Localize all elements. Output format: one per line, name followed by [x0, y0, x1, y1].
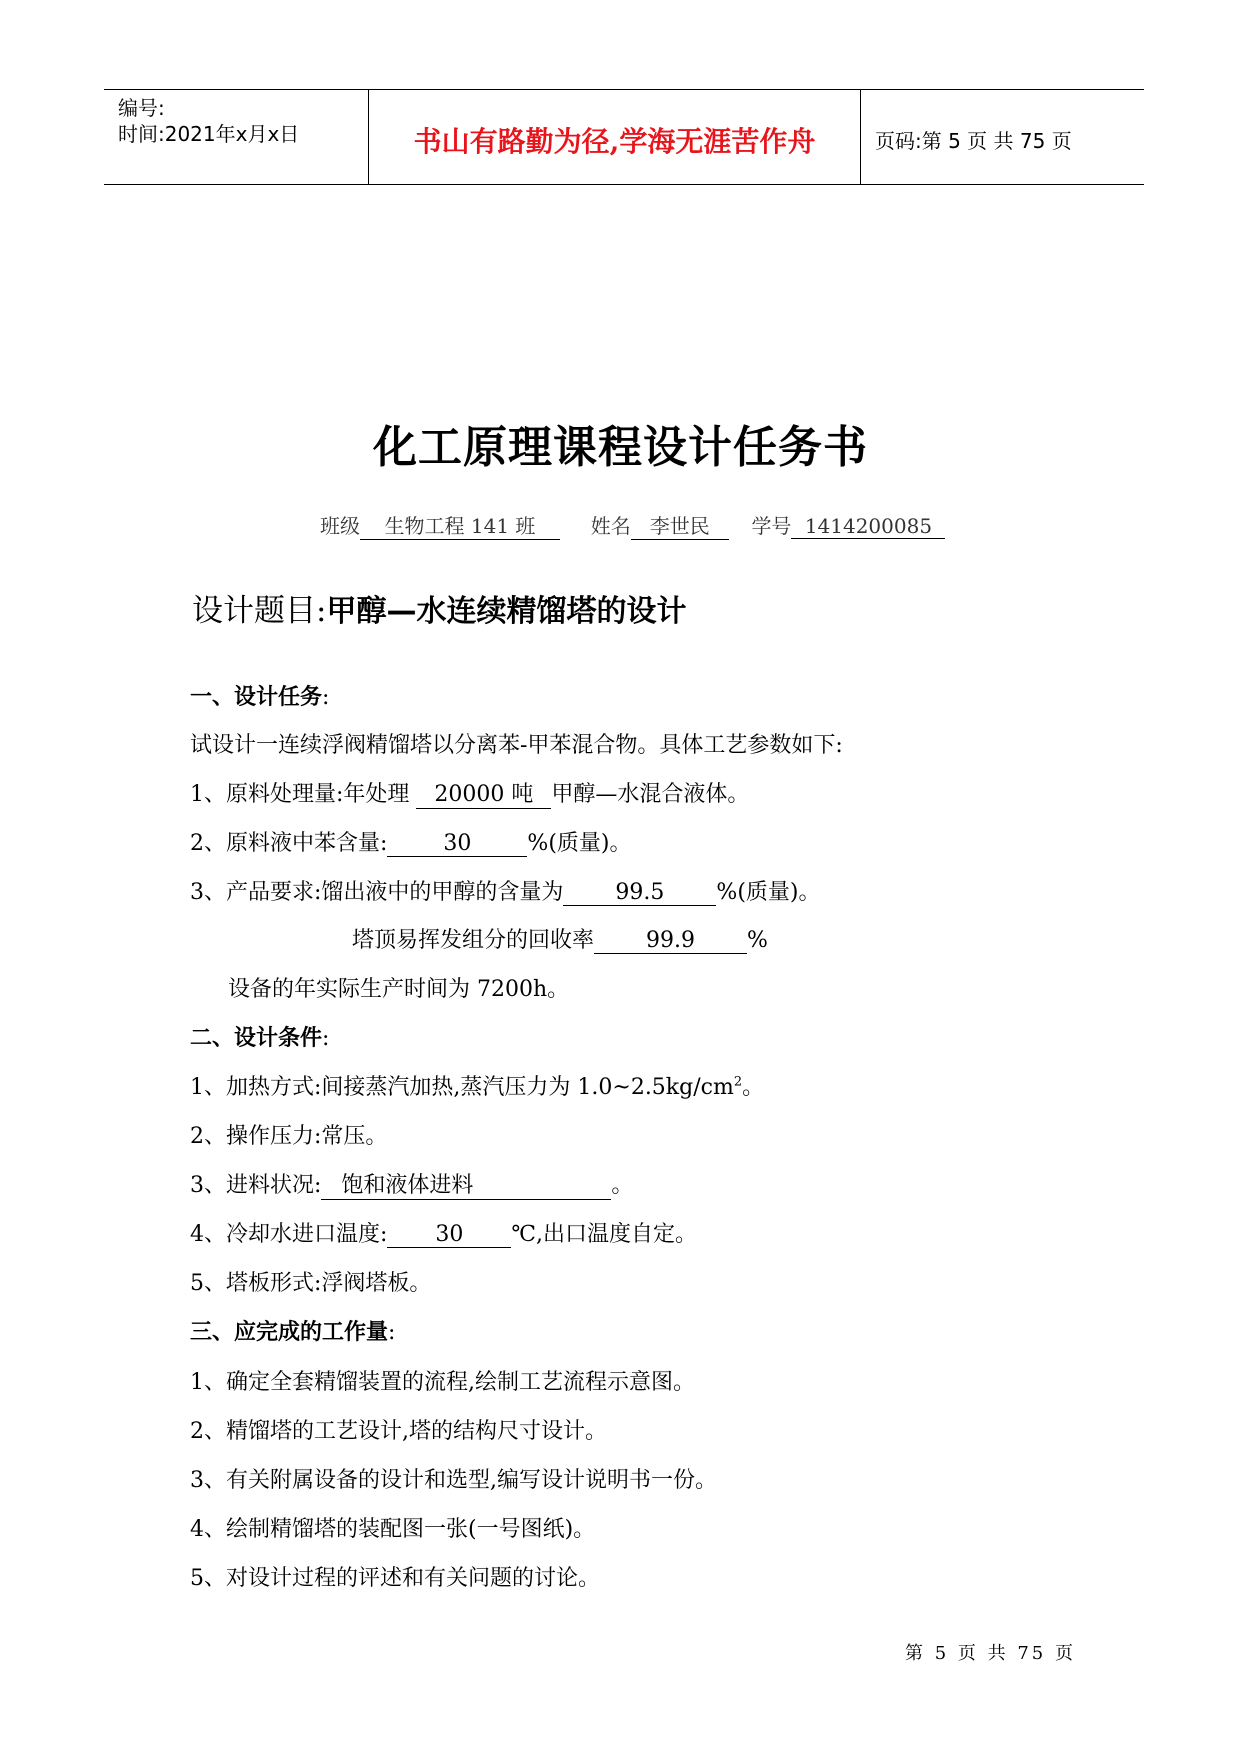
student-info — [320, 510, 945, 540]
page-footer: 第 5 页 共 75 页 — [905, 1643, 1076, 1664]
section1-intro: 试设计一连续浮阀精馏塔以分离苯-甲苯混合物。具体工艺参数如下: — [190, 733, 843, 758]
name-value: 李世民 — [631, 510, 729, 540]
section1-item3: 3、产品要求:馏出液中的甲醇的含量为 99.5 %(质量)。 — [190, 880, 821, 905]
cooling-water-temp-value: 30 — [387, 1222, 511, 1248]
time-label: 时间:2021年x月x日 — [118, 122, 300, 146]
section1-item3-recovery: 塔顶易挥发组分的回收率 99.9 % — [352, 928, 768, 953]
topic-value: 甲醇—水连续精馏塔的设计 — [326, 594, 687, 629]
section3-colon: : — [388, 1320, 396, 1345]
section2-item5: 5、塔板形式:浮阀塔板。 — [190, 1271, 432, 1296]
section3-title: 三、应完成的工作量 — [190, 1320, 389, 1345]
document-title: 化工原理课程设计任务书 — [373, 422, 868, 473]
header-right-cell — [861, 90, 1144, 184]
list-item: 5、对设计过程的评述和有关问题的讨论。 — [190, 1566, 600, 1591]
section1-colon: : — [322, 685, 330, 710]
topic-label: 设计题目: — [192, 593, 327, 629]
section1-heading — [190, 680, 329, 711]
section3-heading — [190, 1315, 395, 1346]
section1-item4: 设备的年实际生产时间为 7200h。 — [228, 977, 570, 1002]
motto: 书山有路勤为径,学海无涯苦作舟 — [413, 125, 816, 158]
feed-amount-value: 20000 吨 — [416, 777, 551, 809]
list-item: 3、有关附属设备的设计和选型,编写设计说明书一份。 — [190, 1468, 717, 1493]
header-table — [104, 89, 1144, 185]
section2-item1: 1、加热方式:间接蒸汽加热,蒸汽压力为 $1.0\sim 2.5kg/cm^2$。 — [190, 1074, 765, 1100]
name-label: 姓名 — [590, 514, 631, 538]
methanol-content-value: 99.5 — [563, 880, 716, 906]
list-item: 4、绘制精馏塔的装配图一张(一号图纸)。 — [190, 1517, 596, 1542]
header-motto-cell — [368, 90, 861, 184]
feed-condition-value: 饱和液体进料 — [321, 1168, 611, 1200]
header-left-cell — [104, 90, 368, 184]
class-label: 班级 — [320, 514, 360, 538]
page-label: 页码:第 5 页 共 75 页 — [875, 129, 1072, 153]
number-label: 编号: — [118, 96, 165, 120]
section2-item2: 2、操作压力:常压。 — [190, 1124, 388, 1149]
recovery-rate-value: 99.9 — [594, 928, 747, 954]
id-label: 学号 — [751, 514, 792, 538]
section2-item4: 4、冷却水进口温度: 30 ℃,出口温度自定。 — [190, 1222, 698, 1247]
list-item: 2、精馏塔的工艺设计,塔的结构尺寸设计。 — [190, 1419, 607, 1444]
list-item: 1、确定全套精馏装置的流程,绘制工艺流程示意图。 — [190, 1370, 695, 1395]
section1-title: 一、设计任务 — [190, 685, 323, 710]
design-topic — [192, 585, 686, 630]
section2-item3: 3、进料状况: 饱和液体进料 。 — [190, 1168, 633, 1200]
section1-item2: 2、原料液中苯含量: 30 %(质量)。 — [190, 831, 632, 856]
section2-title: 二、设计条件 — [190, 1026, 323, 1051]
section2-heading — [190, 1021, 329, 1052]
class-value: 生物工程 141 班 — [360, 510, 560, 540]
section1-item1: 1、原料处理量:年处理 20000 吨 甲醇—水混合液体。 — [190, 777, 749, 809]
benzene-content-value: 30 — [387, 831, 527, 857]
section2-colon: : — [322, 1026, 330, 1051]
id-value: 1414200085 — [791, 514, 945, 539]
